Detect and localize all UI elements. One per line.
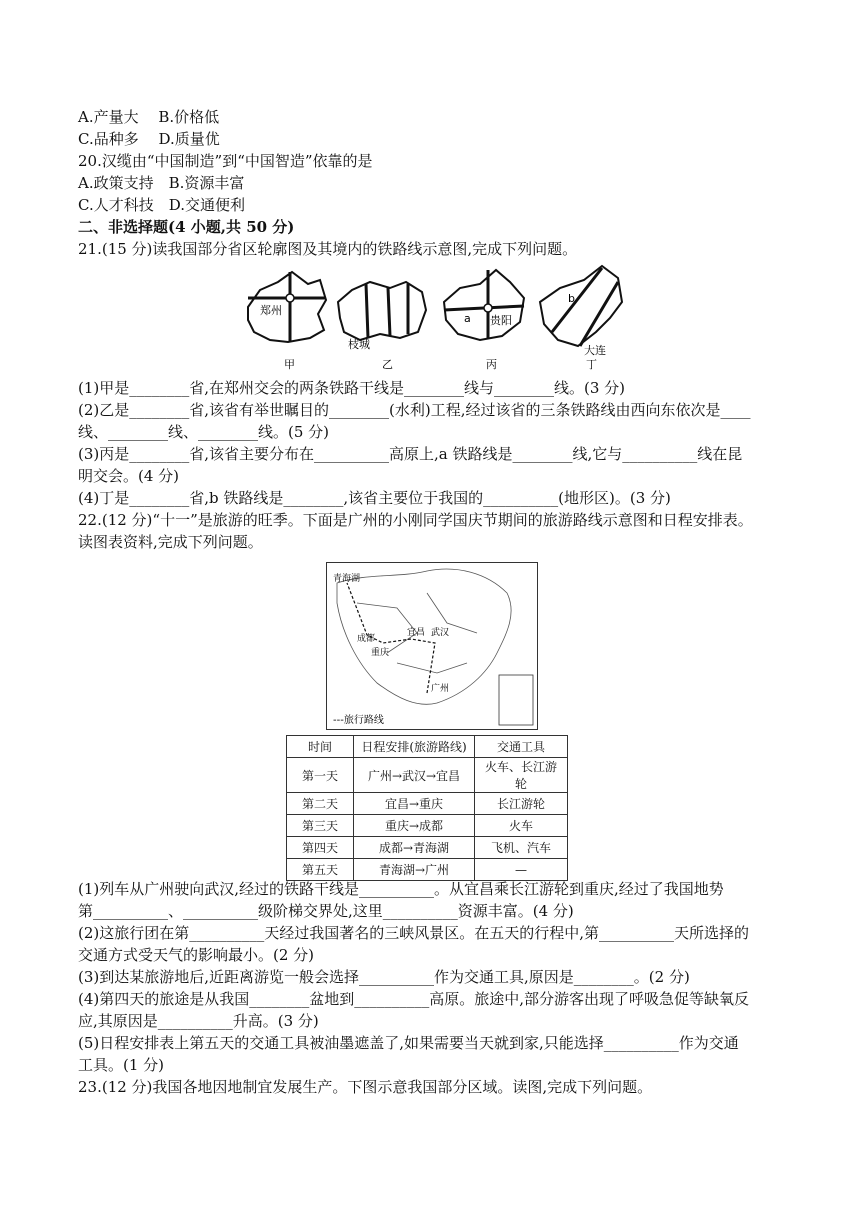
table-cell: —	[475, 859, 568, 881]
q21-2-cont: 线、________线、________线。(5 分)	[78, 423, 330, 441]
table-row	[287, 758, 568, 793]
table-cell: 第一天	[287, 758, 354, 793]
table-cell: 飞机、汽车	[475, 837, 568, 859]
table-cell: 火车、长江游轮	[475, 758, 568, 793]
table-header: 交通工具	[475, 736, 568, 758]
q22-5: (5)日程安排表上第五天的交通工具被油墨遮盖了,如果需要当天就到家,只能选择__________作为交通	[78, 1034, 739, 1052]
map-label: 重庆	[371, 648, 390, 658]
table-cell: 长江游轮	[475, 793, 568, 815]
table-cell: 火车	[475, 815, 568, 837]
table-cell: 青海湖→广州	[354, 859, 475, 881]
q22-1-cont: 第__________、__________级阶梯交界处,这里__________资源丰富。(4 分)	[78, 902, 574, 920]
table-cell: 成都→青海湖	[354, 837, 475, 859]
map-label: 成都	[357, 634, 376, 644]
table-cell: 宜昌→重庆	[354, 793, 475, 815]
map-label: 郑州	[260, 304, 282, 317]
table-header: 时间	[287, 736, 354, 758]
q22-2-cont: 交通方式受天气的影响最小。(2 分)	[78, 946, 315, 964]
q21-1: (1)甲是________省,在郑州交会的两条铁路干线是________线与________线。(3 分)	[78, 379, 626, 397]
schedule-table	[286, 735, 568, 881]
table-row	[287, 859, 568, 881]
table-header-row	[287, 736, 568, 758]
q21-4: (4)丁是________省,b 铁路线是________,该省主要位于我国的__________(地形区)。(3 分)	[78, 489, 671, 507]
line-5: C.人才科技 D.交通便利	[78, 196, 245, 214]
guizhou-outline	[444, 270, 524, 340]
map-caption: 丁	[586, 358, 597, 371]
table-header: 日程安排(旅游路线)	[354, 736, 475, 758]
map-legend: ---旅行路线	[333, 715, 384, 726]
q21-3: (3)丙是________省,该省主要分布在__________高原上,a 铁路线是________线,它与__________线在昆	[78, 445, 743, 463]
map-label: 青海湖	[333, 574, 361, 584]
q22-2: (2)这旅行团在第__________天经过我国著名的三峡风景区。在五天的行程中,第__________天所选择的	[78, 924, 750, 942]
map-label: 大连	[584, 344, 606, 357]
table-cell: 广州→武汉→宜昌	[354, 758, 475, 793]
map-label: 宜昌	[407, 628, 426, 638]
liaoning-outline	[540, 266, 622, 346]
map-label: 武汉	[431, 628, 450, 638]
table-cell: 重庆→成都	[354, 815, 475, 837]
map-label: a	[464, 312, 471, 325]
map-caption: 甲	[284, 358, 295, 371]
table-row	[287, 837, 568, 859]
map-label: 贵阳	[490, 314, 512, 327]
table-row	[287, 815, 568, 837]
table-row	[287, 793, 568, 815]
q22-stem-cont: 读图表资料,完成下列问题。	[78, 533, 263, 551]
q22-4: (4)第四天的旅途是从我国________盆地到__________高原。旅途中,部分游客出现了呼吸急促等缺氧反	[78, 990, 750, 1008]
line-1: A.产量大 B.价格低	[78, 108, 220, 126]
hubei-outline	[338, 282, 426, 340]
q21-2: (2)乙是________省,该省有举世瞩目的________(水利)工程,经过该省的三条铁路线由西向东依次是____	[78, 401, 751, 419]
map-label: 枝城	[348, 338, 370, 351]
q21-stem: 21.(15 分)读我国部分省区轮廓图及其境内的铁路线示意图,完成下列问题。	[78, 240, 578, 258]
map-caption: 乙	[382, 358, 393, 371]
q21-3-cont: 明交会。(4 分)	[78, 467, 180, 485]
map-label: 广州	[431, 684, 450, 694]
q22-stem: 22.(12 分)“十一”是旅游的旺季。下面是广州的小刚同学国庆节期间的旅游路线示意图和日程安排表。	[78, 511, 753, 529]
table-cell: 第四天	[287, 837, 354, 859]
rail-line	[366, 284, 408, 338]
table-cell: 第五天	[287, 859, 354, 881]
map-label: b	[568, 292, 575, 305]
q22-3: (3)到达某旅游地后,近距离游览一般会选择__________作为交通工具,原因是________。(2 分)	[78, 968, 690, 986]
table-cell: 第二天	[287, 793, 354, 815]
table-cell: 第三天	[287, 815, 354, 837]
q20-stem: 20.汉缆由“中国制造”到“中国智造”依靠的是	[78, 152, 373, 170]
q22-1: (1)列车从广州驶向武汉,经过的铁路干线是__________。从宜昌乘长江游轮到重庆,经过了我国地势	[78, 880, 724, 898]
line-4: A.政策支持 B.资源丰富	[78, 174, 245, 192]
line-2: C.品种多 D.质量优	[78, 130, 220, 148]
q22-4-cont: 应,其原因是__________升高。(3 分)	[78, 1012, 319, 1030]
province-maps	[240, 262, 630, 372]
q22-5-cont: 工具。(1 分)	[78, 1056, 165, 1074]
map-caption: 丙	[486, 358, 497, 371]
q23-stem: 23.(12 分)我国各地因地制宜发展生产。下图示意我国部分区域。读图,完成下列问题。	[78, 1078, 653, 1096]
travel-route-map	[326, 562, 538, 730]
section-title: 二、非选择题(4 小题,共 50 分)	[78, 218, 295, 236]
